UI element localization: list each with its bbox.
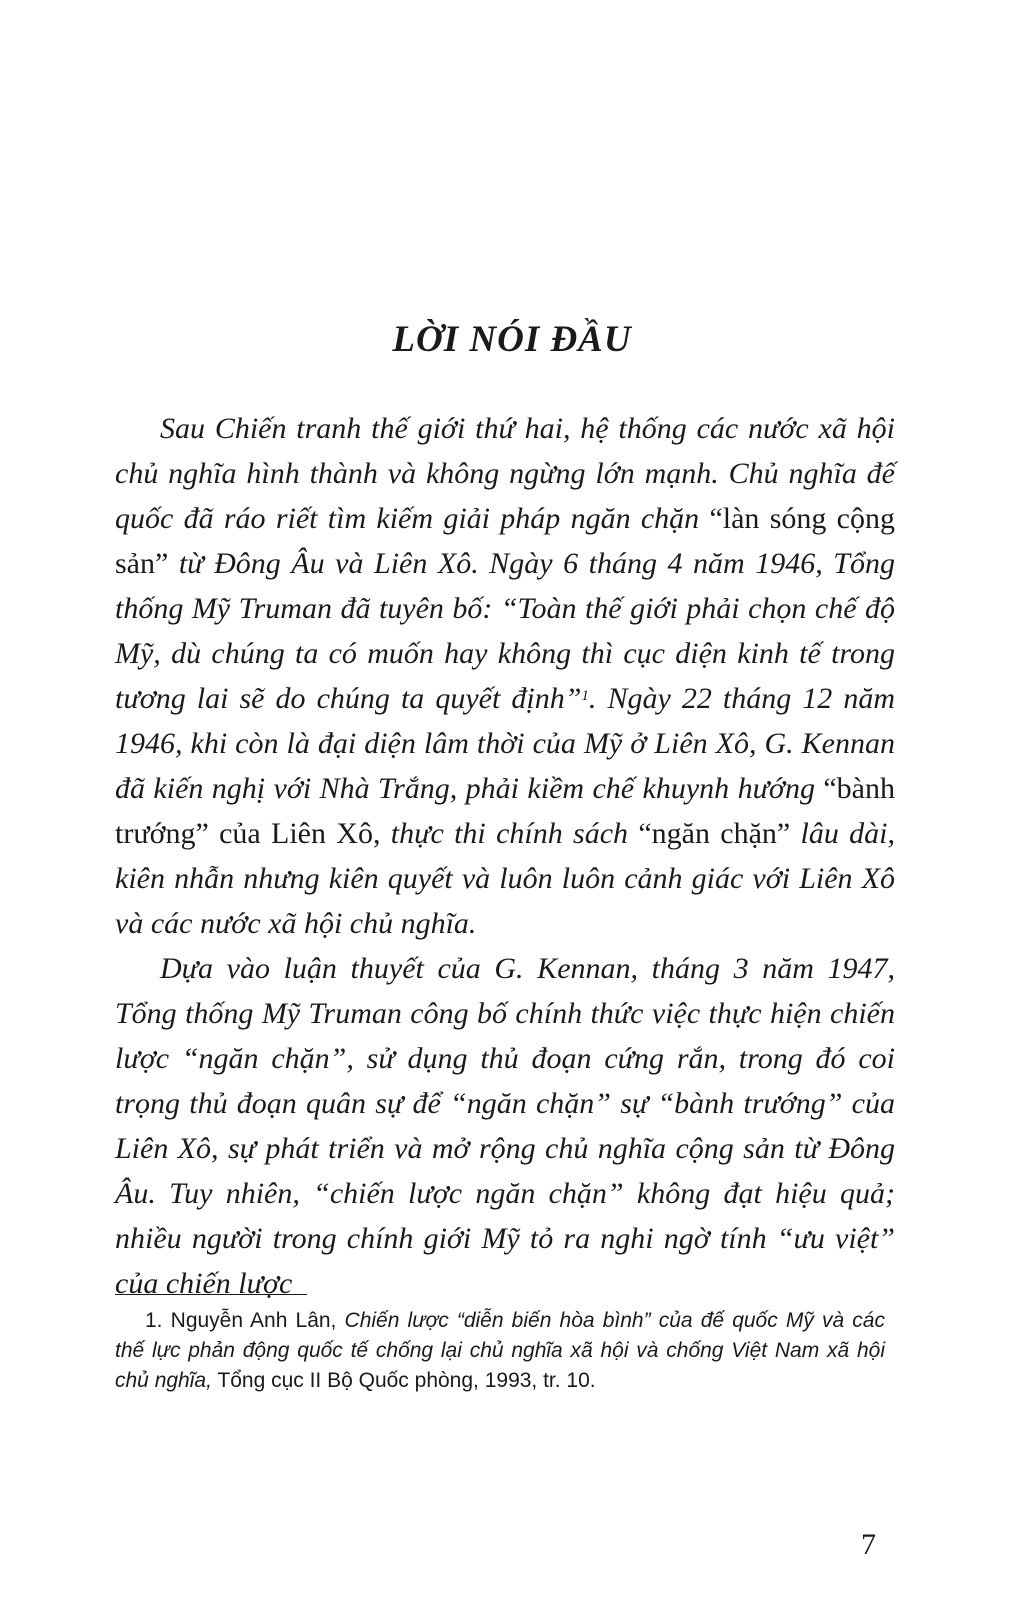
footnote [115, 1306, 885, 1396]
paragraph-1-part-8: lâu dài, kiên nhẫn nhưng kiên quyết và luôn luôn cảnh giác với Liên Xô và các nước xã hội chủ nghĩa. [115, 817, 896, 940]
paragraph-1-part-5: “bành trướng” của Liên Xô, [115, 772, 895, 850]
footnote-prefix: 1. Nguyễn Anh Lân, [145, 1309, 345, 1332]
paragraph-1 [115, 406, 895, 946]
paragraph-1-part-1: Sau Chiến tranh thế giới thứ hai, hệ thống các nước xã hội chủ nghĩa hình thành và không ngừng lớn mạnh. Chủ nghĩa đế quốc đã ráo riết tìm kiếm giải pháp ngăn chặn [115, 412, 895, 535]
footnote-divider [115, 1294, 307, 1295]
footnote-title: Chiến lược “diễn biến hòa bình” của đế quốc Mỹ và các thế lực phản động quốc tế chống lại chủ nghĩa xã hội và chống Việt Nam xã hội chủ nghĩa, [115, 1309, 885, 1392]
paragraph-1-part-4: . Ngày 22 tháng 12 năm 1946, khi còn là đại diện lâm thời của Mỹ ở Liên Xô, G. Kennan đã kiến nghị với Nhà Trắng, phải kiềm chế khuynh hướng [115, 682, 895, 805]
paragraph-2: Dựa vào luận thuyết của G. Kennan, tháng 3 năm 1947, Tổng thống Mỹ Truman công bố chính thức việc thực hiện chiến lược “ngăn chặn”, sử dụng thủ đoạn cứng rắn, trong đó coi trọng thủ đoạn quân sự để “ngăn chặn” sự “bành trướng” của Liên Xô, sự phát triển và mở rộng chủ nghĩa cộng sản từ Đông Âu. Tuy nhiên, “chiến lược ngăn chặn” không đạt hiệu quả; nhiều người trong chính giới Mỹ tỏ ra nghi ngờ tính “ưu việt” của chiến lược [115, 952, 895, 1300]
paragraph-1-part-6: thực thi chính sách [380, 817, 639, 850]
paragraph-1-part-7: “ngăn chặn” [638, 817, 791, 850]
footnote-suffix: Tổng cục II Bộ Quốc phòng, 1993, tr. 10. [211, 1369, 596, 1392]
footnote-reference: 1 [581, 688, 589, 704]
page-number: 7 [861, 1528, 876, 1561]
body-text [115, 406, 895, 1306]
page-title: LỜI NÓI ĐẦU [392, 319, 632, 360]
paragraph-1-part-3: từ Đông Âu và Liên Xô. Ngày 6 tháng 4 năm 1946, Tổng thống Mỹ Truman đã tuyên bố: “Toàn thế giới phải chọn chế độ Mỹ, dù chúng ta có muốn hay không thì cục diện kinh tế trong tương lai sẽ do chúng ta quyết định” [115, 547, 895, 715]
paragraph-1-part-2: “làn sóng cộng sản” [115, 502, 895, 580]
